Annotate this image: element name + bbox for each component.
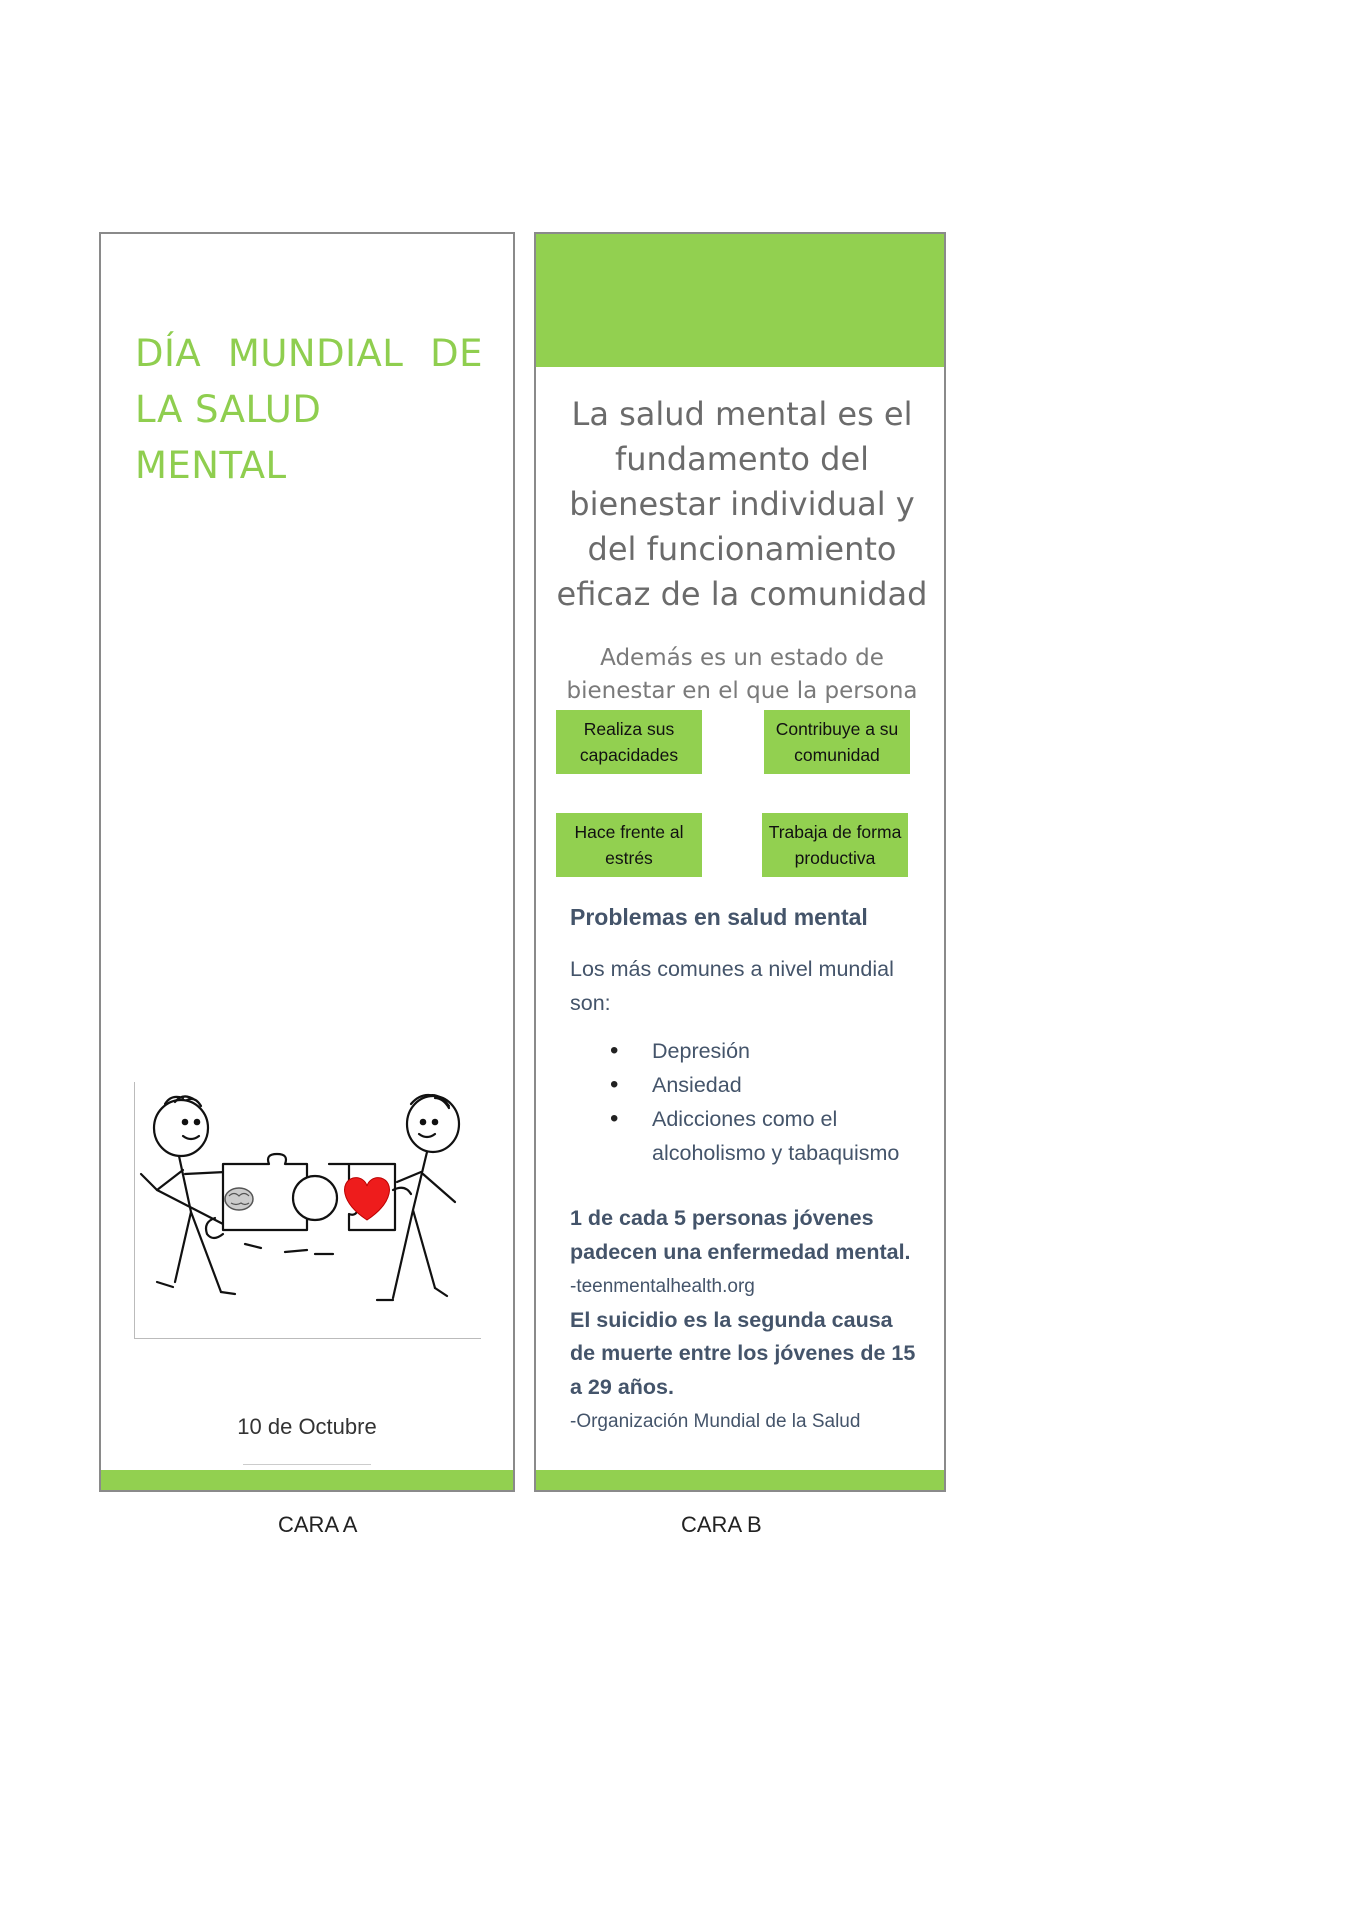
title-word-2: MUNDIAL (227, 332, 404, 375)
statistics (570, 1202, 920, 1439)
box-3-line-1: Hace frente al (574, 822, 684, 842)
lead-statement: La salud mental es el fundamento del bienestar individual y del funcionamiento eficaz de la comunidad (556, 395, 928, 613)
caption-cara-b: CARA B (681, 1512, 762, 1537)
box-capacidades (556, 710, 702, 774)
box-4-line-1: Trabaja de forma (768, 822, 902, 842)
stat-2: El suicidio es la segunda causa de muerte entre los jóvenes de 15 a 29 años. (570, 1307, 916, 1399)
puzzle-illustration (134, 1082, 481, 1339)
box-1-line-1: Realiza sus (583, 719, 675, 739)
box-productiva (762, 813, 908, 877)
title-line-1 (135, 326, 483, 382)
event-date: 10 de Octubre (237, 1414, 377, 1439)
box-estres (556, 813, 702, 877)
title-word-1: DÍA (135, 332, 202, 375)
box-comunidad (764, 710, 910, 774)
problems-heading: Problemas en salud mental (570, 904, 868, 930)
card-a (99, 232, 515, 1492)
card-b-top-band (536, 234, 944, 367)
list-item: • Adicciones como el alcoholismo y tabaquismo (570, 1102, 920, 1170)
common-text: Los más comunes a nivel mundial son: (570, 957, 894, 1015)
title-line-2: LA SALUD MENTAL (135, 388, 322, 487)
list-item: • Ansiedad (570, 1068, 920, 1102)
title-word-3: DE (430, 332, 483, 375)
card-b-bottom-bar (536, 1470, 944, 1490)
box-2-line-1: Contribuye a su (775, 719, 899, 739)
box-2-line-2: comunidad (794, 745, 880, 765)
card-b (534, 232, 946, 1492)
card-a-title (135, 326, 483, 494)
stick-figures-puzzle-image (135, 1082, 481, 1338)
box-1-line-2: capacidades (579, 745, 679, 765)
caption-cara-a: CARA A (278, 1512, 358, 1537)
problems-list (570, 1034, 920, 1170)
divider (243, 1464, 371, 1465)
card-a-bottom-bar (101, 1470, 513, 1490)
box-3-line-2: estrés (605, 848, 653, 868)
box-4-line-2: productiva (794, 848, 876, 868)
list-item: • Depresión (570, 1034, 920, 1068)
sub-statement: Además es un estado de bienestar en el que la persona (566, 645, 918, 704)
stat-2-source: -Organización Mundial de la Salud (570, 1411, 861, 1432)
stat-1: 1 de cada 5 personas jóvenes padecen una enfermedad mental. (570, 1206, 911, 1264)
brain-icon (225, 1188, 253, 1210)
stat-1-source: -teenmentalhealth.org (570, 1276, 755, 1297)
